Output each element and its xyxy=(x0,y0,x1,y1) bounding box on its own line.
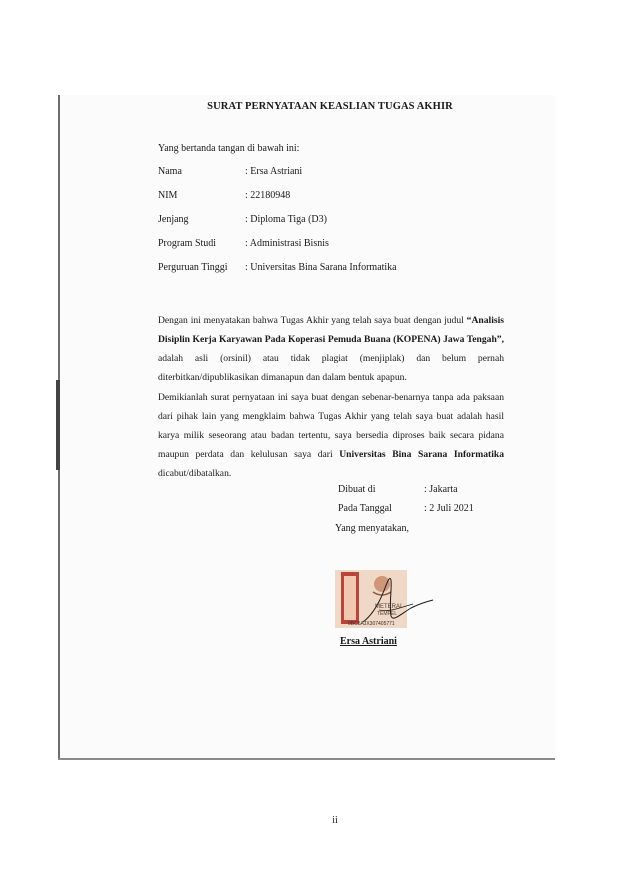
institution-name: Universitas Bina Sarana Informatika xyxy=(339,449,504,460)
field-label: Perguruan Tinggi xyxy=(158,262,228,273)
scan-edge-bottom xyxy=(58,758,555,760)
field-label: Nama xyxy=(158,166,182,177)
place-value: : Jakarta xyxy=(424,484,458,495)
stamp-label-1: METERAI xyxy=(375,604,402,610)
date-label: Pada Tanggal xyxy=(338,503,392,514)
signer-name: Ersa Astriani xyxy=(340,636,397,647)
paragraph-text: Demikianlah surat pernyataan ini saya buat dengan sebenar-benarnya tanpa ada paksaan dari pihak lain yang mengklaim bahwa Tugas Akhir yang telah saya buat adalah hasil karya milik seseorang atau badan tertentu, saya bersedia diproses baik secara pidana maupun perdata dan kelulusan saya dari xyxy=(158,392,504,460)
paragraph-statement xyxy=(158,311,504,387)
stamp-emblem xyxy=(374,576,390,592)
stamp-serial: 0BC5AJX307405771 xyxy=(348,621,395,627)
field-value: : 22180948 xyxy=(245,190,291,201)
field-value: : Diploma Tiga (D3) xyxy=(245,214,327,225)
field-value: : Administrasi Bisnis xyxy=(245,238,329,249)
paragraph-text: dicabut/dibatalkan. xyxy=(158,468,232,479)
page-number: ii xyxy=(332,815,338,826)
paragraph-text: Dengan ini menyatakan bahwa Tugas Akhir yang telah saya buat dengan judul xyxy=(158,315,467,326)
date-value: : 2 Juli 2021 xyxy=(424,503,474,514)
document-title: SURAT PERNYATAAN KEASLIAN TUGAS AKHIR xyxy=(207,101,453,112)
stamp-value-inner xyxy=(344,576,356,620)
field-label: Program Studi xyxy=(158,238,217,249)
paragraph-text: adalah asli (orsinil) atau tidak plagiat (menjiplak) dan belum pernah diterbitkan/dipublikasikan dimanapun dan dalam bentuk apapun. xyxy=(158,353,504,383)
scan-edge-mark xyxy=(56,380,60,470)
field-label: NIM xyxy=(158,190,178,201)
intro-text: Yang bertanda tangan di bawah ini: xyxy=(158,143,300,154)
field-value: : Ersa Astriani xyxy=(245,166,303,177)
field-label: Jenjang xyxy=(158,214,189,225)
place-label: Dibuat di xyxy=(338,484,376,495)
meterai-stamp xyxy=(335,570,435,634)
stated-by-label: Yang menyatakan, xyxy=(335,523,409,534)
thesis-title: “Analisis Disiplin Kerja Karyawan Pada Koperasi Pemuda Buana (KOPENA) Jawa Tengah”, xyxy=(158,315,504,345)
stamp-label-2: TEMPEL xyxy=(377,611,398,617)
paragraph-declaration xyxy=(158,388,504,483)
field-value: : Universitas Bina Sarana Informatika xyxy=(245,262,397,273)
